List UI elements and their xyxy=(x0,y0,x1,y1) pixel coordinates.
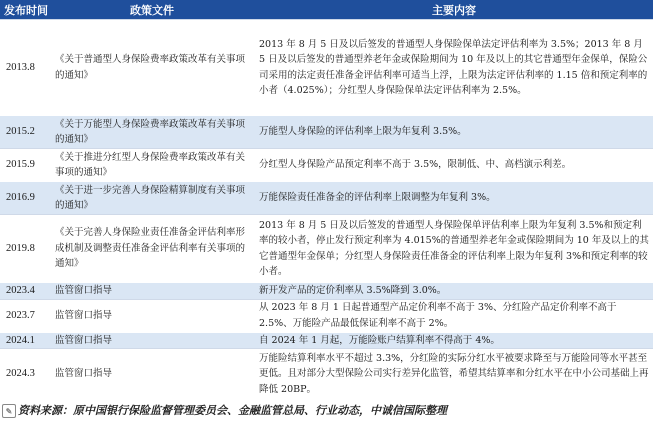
table-header-row xyxy=(0,0,653,20)
row-date: 2023.7 xyxy=(0,299,49,332)
table-row xyxy=(0,215,653,283)
row-date: 2013.8 xyxy=(0,20,49,116)
row-content: 自 2024 年 1 月起，万能险账户结算利率不得高于 4%。 xyxy=(255,332,653,349)
row-document: 《关于普通型人身保险费率政策改革有关事项的通知》 xyxy=(49,20,255,116)
row-document: 监管窗口指导 xyxy=(49,299,255,332)
row-date: 2024.1 xyxy=(0,332,49,349)
row-document: 《关于万能型人身保险费率政策改革有关事项的通知》 xyxy=(49,116,255,149)
row-date: 2016.9 xyxy=(0,182,49,215)
row-content: 2013 年 8 月 5 日及以后签发的普通型人身保险保单评估利率上限为年复利 3.5%和预定利率的较小者，停止发行预定利率为 4.015%的普通型养老年金或保险期间为 10 年及以上的其它普通型年金保单；分红型人身保险责任准备金的评估利率上限为年复利 3%和预定利率的较小者。 xyxy=(255,215,653,283)
row-content: 万能保险责任准备金的评估利率上限调整为年复利 3%。 xyxy=(255,182,653,215)
source-note xyxy=(0,398,653,423)
table-row xyxy=(0,149,653,182)
source-text: 资料来源：原中国银行保险监督管理委员会、金融监管总局、行业动态，中诚信国际整理 xyxy=(18,404,447,417)
row-date: 2015.2 xyxy=(0,116,49,149)
table-row xyxy=(0,182,653,215)
row-document: 《关于完善人身保险业责任准备金评估利率形成机制及调整责任准备金评估利率有关事项的通知》 xyxy=(49,215,255,283)
table-row xyxy=(0,20,653,116)
row-date: 2024.3 xyxy=(0,349,49,399)
header-document: 政策文件 xyxy=(49,0,255,20)
table-row xyxy=(0,299,653,332)
row-content: 2013 年 8 月 5 日及以后签发的普通型人身保险保单法定评估利率为 3.5%；2013 年 8 月 5 日及以后签发的普通型养老年金或保险期间为 10 年及以上的其它普通型年金保单，保险公司采用的法定责任准备金评估利率可适当上浮，上限为法定评估利率的 1.15 倍和预定利率的小者（4.025%）；分红型人身保险保单法定评估利率为 2.5%。 xyxy=(255,20,653,116)
row-content: 新开发产品的定价利率从 3.5%降到 3.0%。 xyxy=(255,283,653,300)
row-content: 万能型人身保险的评估利率上限为年复利 3.5%。 xyxy=(255,116,653,149)
header-date: 发布时间 xyxy=(0,0,49,20)
watermark-icon: ✎ xyxy=(2,404,16,418)
row-document: 《关于进一步完善人身保险精算制度有关事项的通知》 xyxy=(49,182,255,215)
table-row xyxy=(0,116,653,149)
table-row xyxy=(0,349,653,399)
row-document: 《关于推进分红型人身保险费率政策改革有关事项的通知》 xyxy=(49,149,255,182)
header-content: 主要内容 xyxy=(255,0,653,20)
table-row xyxy=(0,283,653,300)
row-content: 从 2023 年 8 月 1 日起普通型产品定价利率不高于 3%、分红险产品定价利率不高于 2.5%、万能险产品最低保证利率不高于 2%。 xyxy=(255,299,653,332)
row-document: 监管窗口指导 xyxy=(49,283,255,300)
row-document: 监管窗口指导 xyxy=(49,332,255,349)
row-document: 监管窗口指导 xyxy=(49,349,255,399)
row-date: 2019.8 xyxy=(0,215,49,283)
row-date: 2015.9 xyxy=(0,149,49,182)
table-row xyxy=(0,332,653,349)
row-date: 2023.4 xyxy=(0,283,49,300)
row-content: 万能险结算利率水平不超过 3.3%，分红险的实际分红水平被要求降至与万能险同等水平甚至更低。且对部分大型保险公司实行差异化监管，希望其结算率和分红水平在中小公司基础上再降低 20BP。 xyxy=(255,349,653,399)
row-content: 分红型人身保险产品预定利率不高于 3.5%，限制低、中、高档演示利差。 xyxy=(255,149,653,182)
